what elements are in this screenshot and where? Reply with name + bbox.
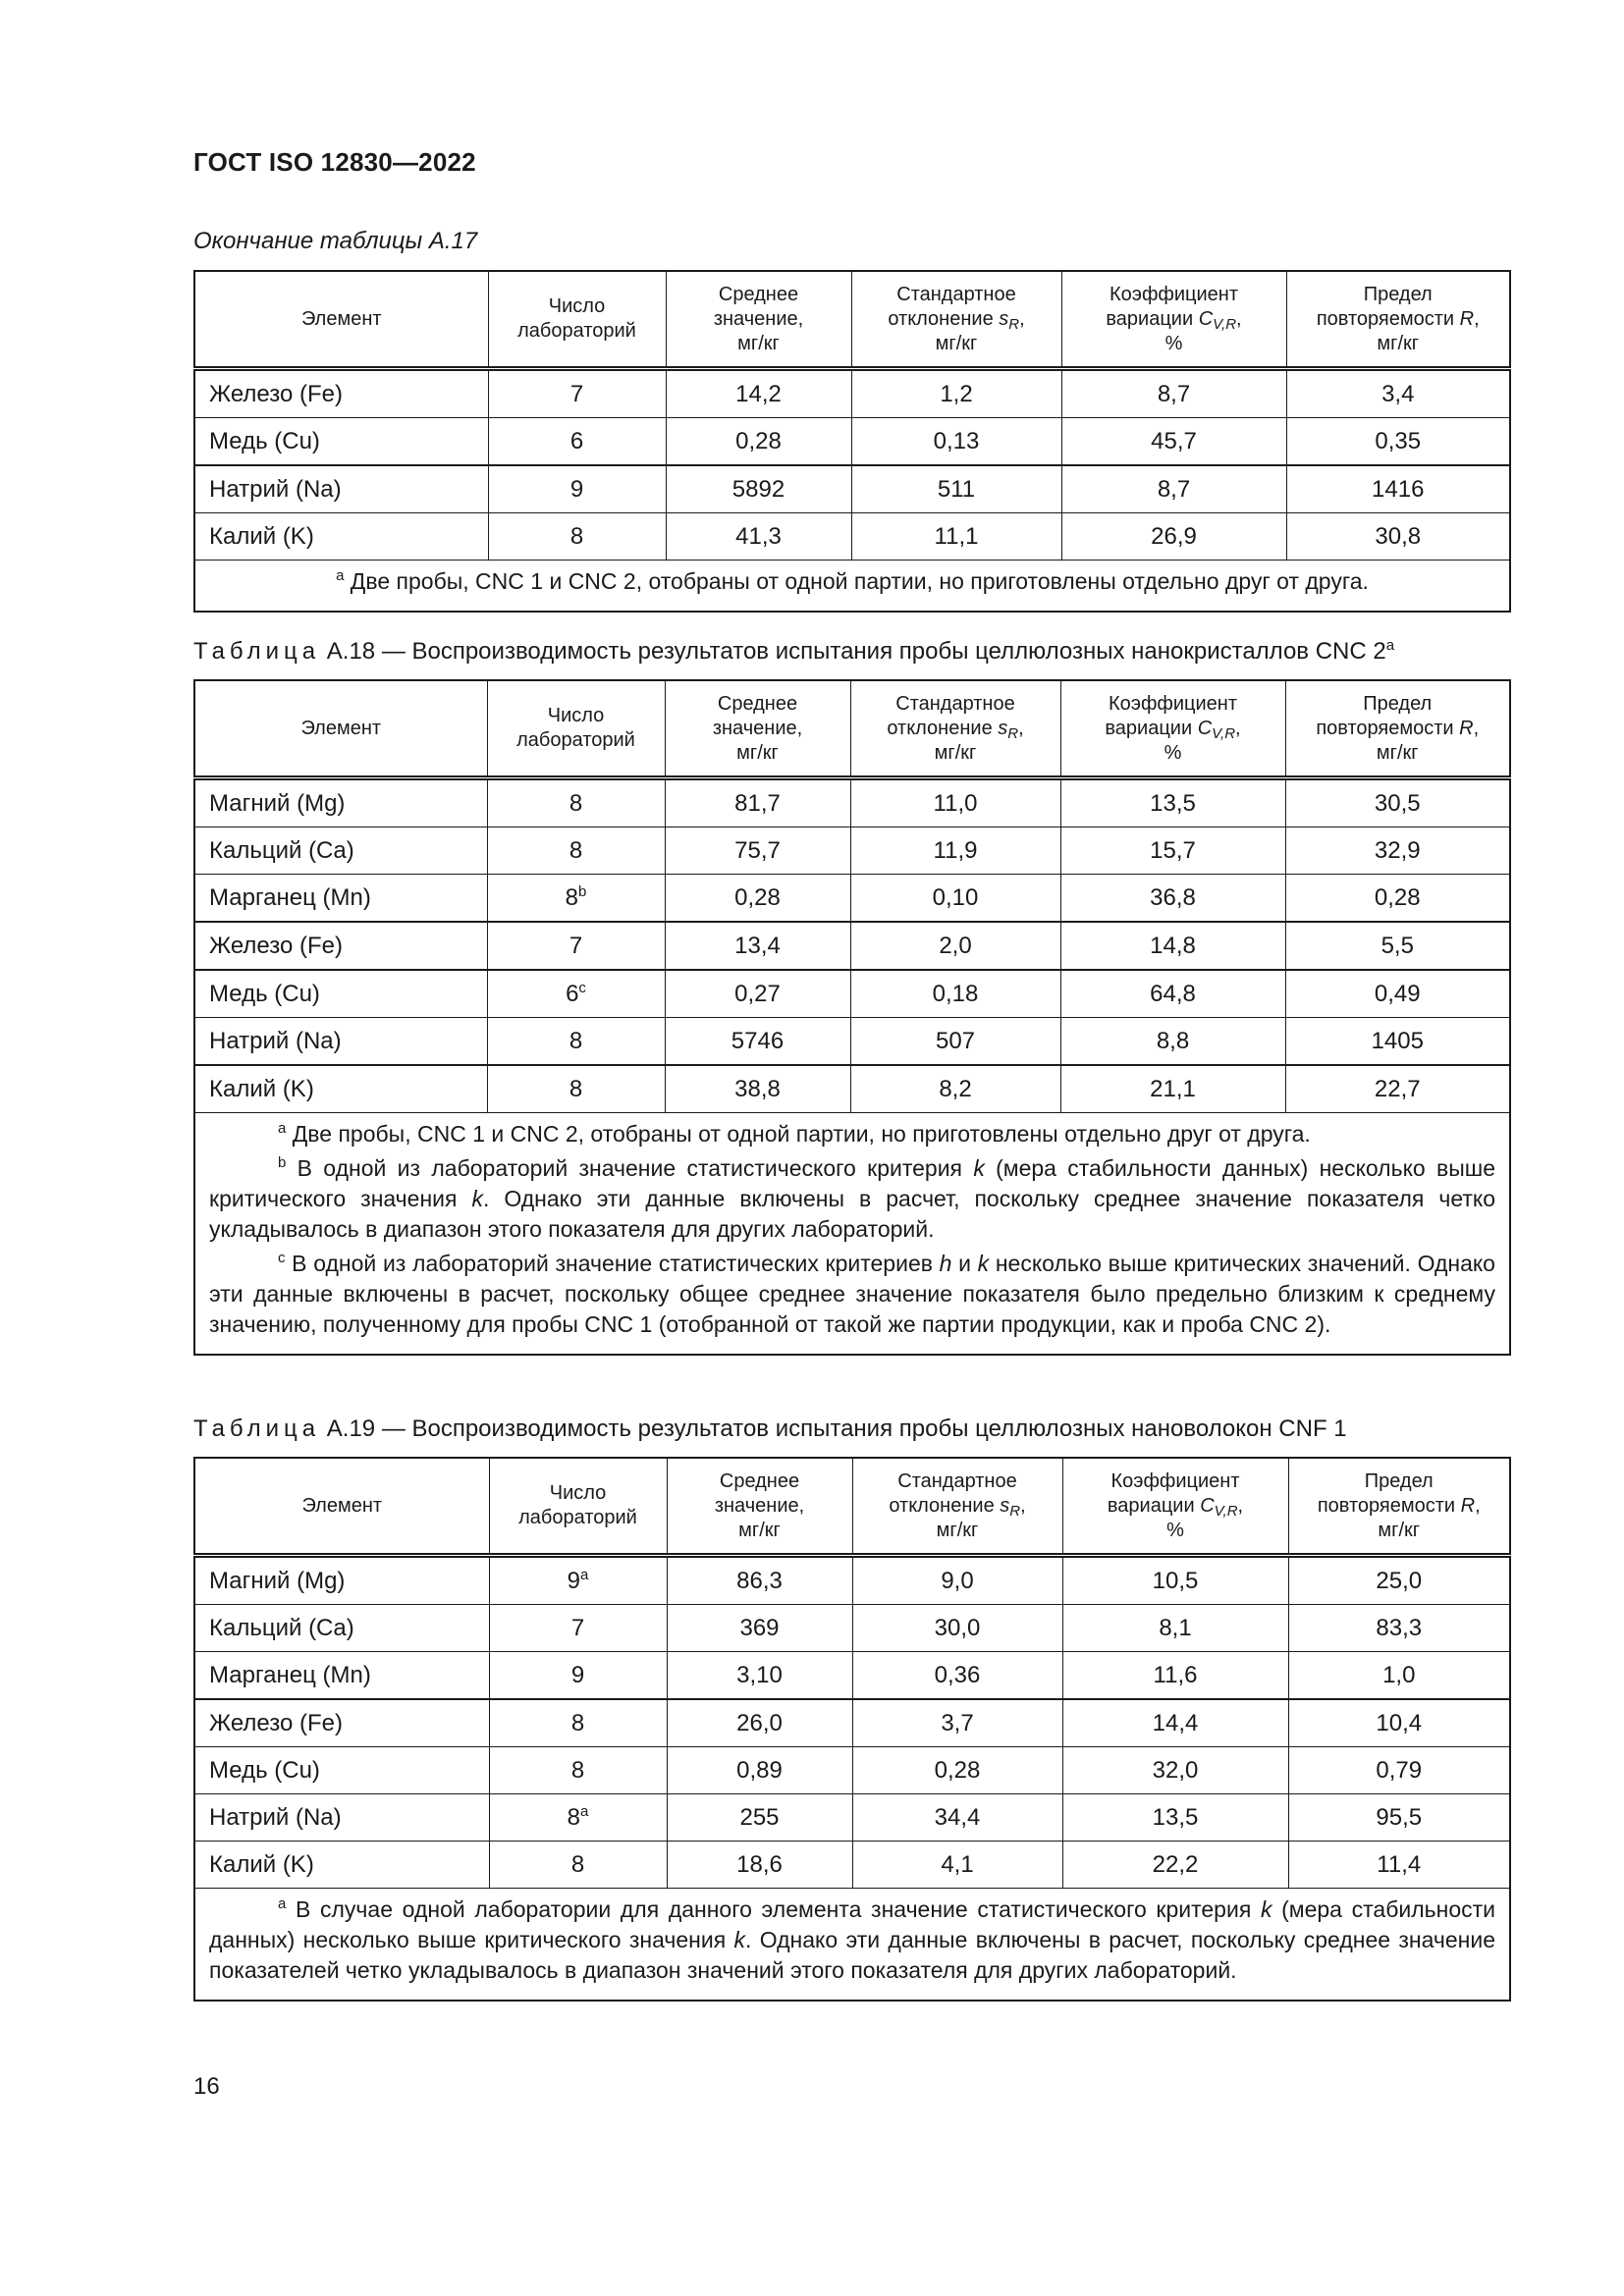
cell-cv: 10,5 bbox=[1062, 1556, 1288, 1605]
table-row bbox=[194, 418, 1510, 466]
cell-limit: 25,0 bbox=[1288, 1556, 1510, 1605]
table-footnote-row bbox=[194, 1113, 1510, 1356]
col-header-cv: Коэффициент вариации $C_{V,R}$, % bbox=[1062, 1458, 1288, 1556]
table-row bbox=[194, 1018, 1510, 1066]
table-row bbox=[194, 828, 1510, 875]
table-footnote-row bbox=[194, 1889, 1510, 2002]
table-row bbox=[194, 1794, 1510, 1842]
cell-mean: 5892 bbox=[666, 465, 851, 513]
col-header-sd: Стандартное отклонение $s_R$, мг/кг bbox=[852, 1458, 1062, 1556]
cell-limit: 0,35 bbox=[1286, 418, 1510, 466]
cell-element: Калий (K) bbox=[194, 1065, 487, 1113]
cell-sd: 11,0 bbox=[850, 778, 1060, 828]
cell-labs: 8 bbox=[489, 1842, 667, 1889]
cell-limit: 10,4 bbox=[1288, 1699, 1510, 1747]
cell-labs: 9 bbox=[489, 1652, 667, 1700]
cell-element: Медь (Cu) bbox=[194, 418, 488, 466]
col-header-cv: Коэффициент вариации $C_{V,R}$, % bbox=[1061, 271, 1286, 369]
table-row bbox=[194, 1652, 1510, 1700]
cell-labs: 7 bbox=[487, 922, 665, 970]
table-row bbox=[194, 970, 1510, 1018]
cell-mean: 14,2 bbox=[666, 369, 851, 418]
table-footnotes bbox=[194, 561, 1510, 613]
cell-limit: 3,4 bbox=[1286, 369, 1510, 418]
cell-mean: 26,0 bbox=[667, 1699, 852, 1747]
cell-labs: 8 bbox=[489, 1699, 667, 1747]
cell-element: Железо (Fe) bbox=[194, 922, 487, 970]
table-a17 bbox=[193, 270, 1511, 613]
cell-limit: 83,3 bbox=[1288, 1605, 1510, 1652]
cell-limit: 1416 bbox=[1286, 465, 1510, 513]
cell-element: Кальций (Ca) bbox=[194, 828, 487, 875]
cell-mean: 41,3 bbox=[666, 513, 851, 561]
col-header-mean: Среднее значение, мг/кг bbox=[667, 1458, 852, 1556]
cell-labs: 6 bbox=[488, 418, 666, 466]
cell-cv: 13,5 bbox=[1062, 1794, 1288, 1842]
cell-cv: 8,1 bbox=[1062, 1605, 1288, 1652]
cell-cv: 36,8 bbox=[1060, 875, 1285, 923]
cell-cv: 22,2 bbox=[1062, 1842, 1288, 1889]
cell-limit: 1405 bbox=[1285, 1018, 1510, 1066]
cell-limit: 5,5 bbox=[1285, 922, 1510, 970]
col-header-limit: Предел повторяемости R, мг/кг bbox=[1286, 271, 1510, 369]
table-row bbox=[194, 1747, 1510, 1794]
cell-element: Марганец (Mn) bbox=[194, 875, 487, 923]
cell-sd: 511 bbox=[851, 465, 1061, 513]
col-header-labs: Число лабораторий bbox=[488, 271, 666, 369]
cell-mean: 13,4 bbox=[665, 922, 850, 970]
cell-cv: 8,7 bbox=[1061, 465, 1286, 513]
table-row bbox=[194, 1605, 1510, 1652]
cell-cv: 15,7 bbox=[1060, 828, 1285, 875]
cell-element: Калий (K) bbox=[194, 1842, 489, 1889]
cell-limit: 30,5 bbox=[1285, 778, 1510, 828]
cell-mean: 0,89 bbox=[667, 1747, 852, 1794]
cell-sd: 34,4 bbox=[852, 1794, 1062, 1842]
table-a17-continuation-caption: Окончание таблицы А.17 bbox=[193, 228, 478, 254]
col-header-limit: Предел повторяемости R, мг/кг bbox=[1288, 1458, 1510, 1556]
cell-limit: 32,9 bbox=[1285, 828, 1510, 875]
cell-element: Магний (Mg) bbox=[194, 778, 487, 828]
cell-sd: 2,0 bbox=[850, 922, 1060, 970]
cell-cv: 13,5 bbox=[1060, 778, 1285, 828]
cell-element: Медь (Cu) bbox=[194, 1747, 489, 1794]
cell-element: Натрий (Na) bbox=[194, 1794, 489, 1842]
cell-mean: 0,28 bbox=[665, 875, 850, 923]
cell-sd: 0,28 bbox=[852, 1747, 1062, 1794]
table-footnote-row bbox=[194, 561, 1510, 613]
cell-cv: 64,8 bbox=[1060, 970, 1285, 1018]
cell-element: Калий (K) bbox=[194, 513, 488, 561]
cell-labs: 8 bbox=[487, 1065, 665, 1113]
cell-sd: 9,0 bbox=[852, 1556, 1062, 1605]
table-row bbox=[194, 1556, 1510, 1605]
col-header-sd: Стандартное отклонение $s_R$, мг/кг bbox=[850, 680, 1060, 778]
cell-limit: 95,5 bbox=[1288, 1794, 1510, 1842]
cell-labs: 8 bbox=[487, 778, 665, 828]
cell-labs: 9 bbox=[488, 465, 666, 513]
cell-sd: 11,9 bbox=[850, 828, 1060, 875]
cell-element: Натрий (Na) bbox=[194, 1018, 487, 1066]
cell-sd: 0,10 bbox=[850, 875, 1060, 923]
cell-element: Марганец (Mn) bbox=[194, 1652, 489, 1700]
cell-labs: 8$^b$ bbox=[487, 875, 665, 923]
cell-cv: 14,4 bbox=[1062, 1699, 1288, 1747]
table-row bbox=[194, 1842, 1510, 1889]
cell-limit: 1,0 bbox=[1288, 1652, 1510, 1700]
col-header-labs: Число лабораторий bbox=[489, 1458, 667, 1556]
table-row bbox=[194, 1065, 1510, 1113]
cell-mean: 5746 bbox=[665, 1018, 850, 1066]
table-footnotes bbox=[194, 1113, 1510, 1356]
table-row bbox=[194, 513, 1510, 561]
cell-element: Железо (Fe) bbox=[194, 1699, 489, 1747]
cell-cv: 8,8 bbox=[1060, 1018, 1285, 1066]
cell-mean: 86,3 bbox=[667, 1556, 852, 1605]
page-number: 16 bbox=[193, 2073, 220, 2100]
table-header-row bbox=[194, 271, 1510, 369]
cell-cv: 14,8 bbox=[1060, 922, 1285, 970]
cell-mean: 38,8 bbox=[665, 1065, 850, 1113]
footnote-c: $^c$ В одной из лабораторий значение статистических критериев h и k несколько выше критических значений. Однако эти данные включены в расчет, поскольку общее среднее значение показателя было предельно близким к среднему значению, полученному для пробы CNC 1 (отобранной от такой же партии продукции, как и проба CNC 2). bbox=[209, 1250, 1495, 1337]
cell-labs: 8 bbox=[489, 1747, 667, 1794]
col-header-sd: Стандартное отклонение $s_R$, мг/кг bbox=[851, 271, 1061, 369]
cell-sd: 30,0 bbox=[852, 1605, 1062, 1652]
cell-limit: 0,28 bbox=[1285, 875, 1510, 923]
cell-sd: 4,1 bbox=[852, 1842, 1062, 1889]
cell-mean: 369 bbox=[667, 1605, 852, 1652]
col-header-element: Элемент bbox=[194, 1458, 489, 1556]
cell-sd: 507 bbox=[850, 1018, 1060, 1066]
cell-cv: 26,9 bbox=[1061, 513, 1286, 561]
cell-element: Натрий (Na) bbox=[194, 465, 488, 513]
cell-element: Кальций (Ca) bbox=[194, 1605, 489, 1652]
cell-limit: 22,7 bbox=[1285, 1065, 1510, 1113]
cell-labs: 9$^a$ bbox=[489, 1556, 667, 1605]
cell-cv: 21,1 bbox=[1060, 1065, 1285, 1113]
cell-mean: 255 bbox=[667, 1794, 852, 1842]
table-a19-caption: Таблица А.19 — Воспроизводимость результатов испытания пробы целлюлозных нановолокон CNF 1 bbox=[193, 1415, 1347, 1442]
document-header: ГОСТ ISO 12830—2022 bbox=[193, 147, 476, 177]
cell-labs: 7 bbox=[489, 1605, 667, 1652]
cell-mean: 18,6 bbox=[667, 1842, 852, 1889]
cell-labs: 8 bbox=[488, 513, 666, 561]
table-header-row bbox=[194, 680, 1510, 778]
footnote-a: $^a$ Две пробы, CNC 1 и CNC 2, отобраны от одной партии, но приготовлены отдельно друг от друга. bbox=[336, 567, 1369, 594]
cell-sd: 0,18 bbox=[850, 970, 1060, 1018]
table-footnotes bbox=[194, 1889, 1510, 2002]
table-a18-caption: Таблица А.18 — Воспроизводимость результатов испытания пробы целлюлозных нанокристаллов CNC 2$^a$ bbox=[193, 637, 1395, 665]
cell-mean: 81,7 bbox=[665, 778, 850, 828]
cell-limit: 0,49 bbox=[1285, 970, 1510, 1018]
table-row bbox=[194, 369, 1510, 418]
cell-element: Медь (Cu) bbox=[194, 970, 487, 1018]
cell-cv: 45,7 bbox=[1061, 418, 1286, 466]
col-header-labs: Число лабораторий bbox=[487, 680, 665, 778]
table-header-row bbox=[194, 1458, 1510, 1556]
cell-element: Магний (Mg) bbox=[194, 1556, 489, 1605]
cell-mean: 3,10 bbox=[667, 1652, 852, 1700]
cell-cv: 8,7 bbox=[1061, 369, 1286, 418]
cell-cv: 11,6 bbox=[1062, 1652, 1288, 1700]
table-a19 bbox=[193, 1457, 1511, 2002]
footnote-b: $^b$ В одной из лабораторий значение статистического критерия k (мера стабильности данных) несколько выше критического значения k. Однако эти данные включены в расчет, поскольку среднее значение показателя четко укладывалось в диапазон этого показателя для других лабораторий. bbox=[209, 1154, 1495, 1242]
cell-sd: 11,1 bbox=[851, 513, 1061, 561]
cell-labs: 8$^a$ bbox=[489, 1794, 667, 1842]
cell-labs: 8 bbox=[487, 1018, 665, 1066]
table-row bbox=[194, 922, 1510, 970]
footnote-a: $^a$ Две пробы, CNC 1 и CNC 2, отобраны от одной партии, но приготовлены отдельно друг от друга. bbox=[278, 1120, 1311, 1147]
table-row bbox=[194, 1699, 1510, 1747]
cell-element: Железо (Fe) bbox=[194, 369, 488, 418]
cell-labs: 7 bbox=[488, 369, 666, 418]
col-header-cv: Коэффициент вариации $C_{V,R}$, % bbox=[1060, 680, 1285, 778]
cell-mean: 0,27 bbox=[665, 970, 850, 1018]
table-row bbox=[194, 778, 1510, 828]
table-row bbox=[194, 465, 1510, 513]
cell-sd: 0,13 bbox=[851, 418, 1061, 466]
cell-limit: 30,8 bbox=[1286, 513, 1510, 561]
cell-sd: 3,7 bbox=[852, 1699, 1062, 1747]
col-header-element: Элемент bbox=[194, 271, 488, 369]
cell-limit: 0,79 bbox=[1288, 1747, 1510, 1794]
col-header-mean: Среднее значение, мг/кг bbox=[665, 680, 850, 778]
cell-cv: 32,0 bbox=[1062, 1747, 1288, 1794]
cell-labs: 6$^c$ bbox=[487, 970, 665, 1018]
col-header-limit: Предел повторяемости R, мг/кг bbox=[1285, 680, 1510, 778]
cell-mean: 75,7 bbox=[665, 828, 850, 875]
col-header-element: Элемент bbox=[194, 680, 487, 778]
footnote-a: $^a$ В случае одной лаборатории для данного элемента значение статистического критерия k (мера стабильности данных) несколько выше критического значения k. Однако эти данные включены в расчет, поскольку среднее значение показателей четко укладывалось в диапазон значений этого показателя для других лабораторий. bbox=[209, 1896, 1496, 1983]
cell-mean: 0,28 bbox=[666, 418, 851, 466]
cell-labs: 8 bbox=[487, 828, 665, 875]
col-header-mean: Среднее значение, мг/кг bbox=[666, 271, 851, 369]
table-row bbox=[194, 875, 1510, 923]
cell-sd: 1,2 bbox=[851, 369, 1061, 418]
cell-sd: 0,36 bbox=[852, 1652, 1062, 1700]
table-a18 bbox=[193, 679, 1511, 1356]
cell-sd: 8,2 bbox=[850, 1065, 1060, 1113]
cell-limit: 11,4 bbox=[1288, 1842, 1510, 1889]
